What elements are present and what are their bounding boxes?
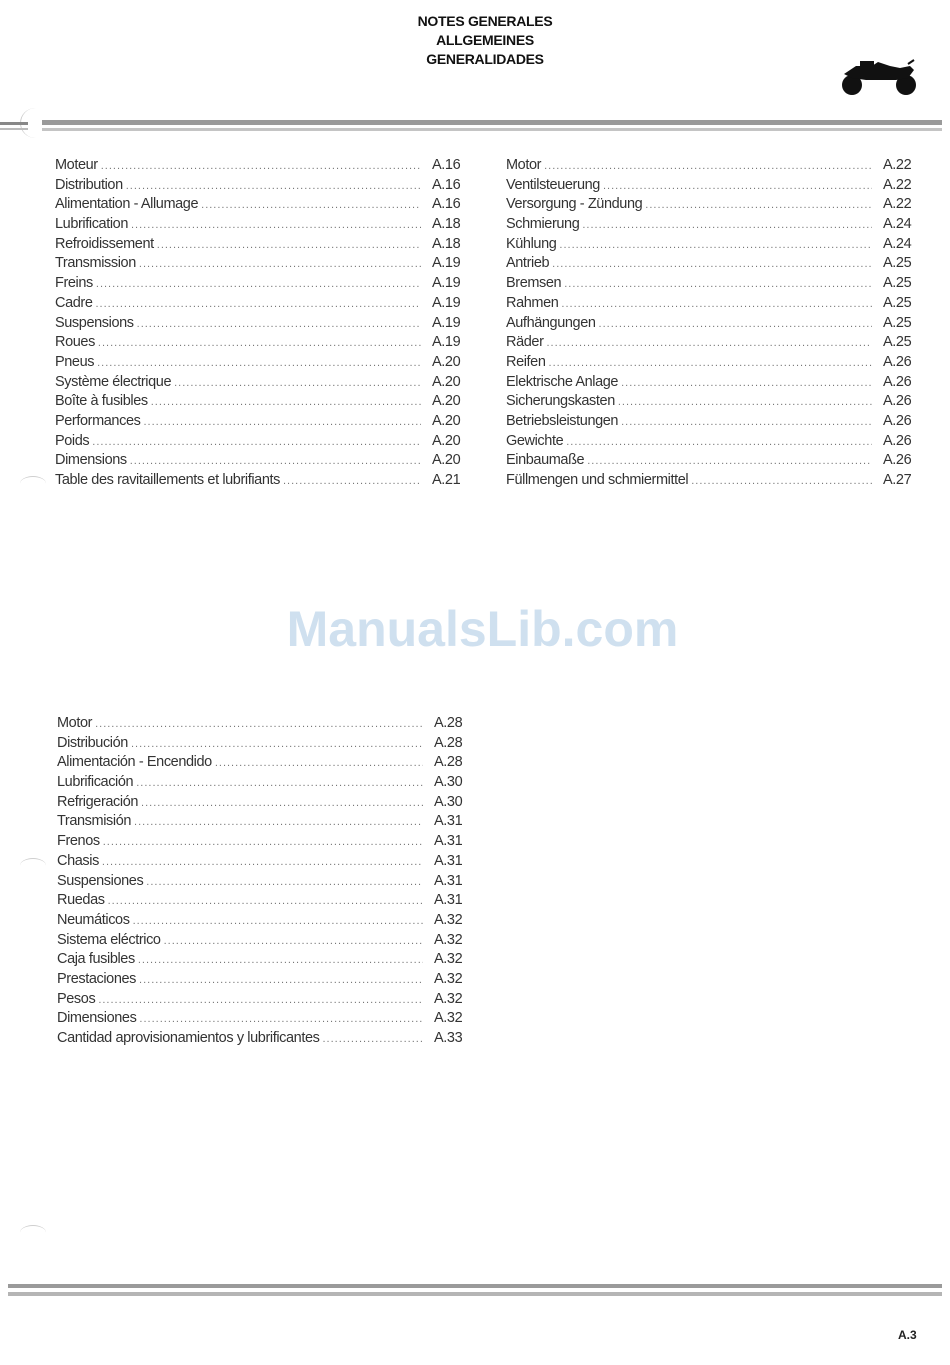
toc-entry-label: Distribución xyxy=(57,734,128,751)
toc-leader-dots xyxy=(108,895,423,907)
toc-entry-page: A.32 xyxy=(434,931,463,948)
toc-entry xyxy=(57,873,472,893)
toc-entry-label: Roues xyxy=(55,334,95,351)
toc-entry xyxy=(57,912,472,932)
toc-leader-dots xyxy=(561,298,872,310)
toc-leader-dots xyxy=(283,475,421,487)
toc-leader-dots xyxy=(566,436,872,448)
toc-entry-page: A.26 xyxy=(883,393,912,410)
toc-entry-page: A.19 xyxy=(432,255,461,272)
toc-leader-dots xyxy=(157,239,421,251)
toc-entry xyxy=(57,853,472,873)
toc-leader-dots xyxy=(151,396,421,408)
toc-leader-dots xyxy=(139,258,421,270)
toc-entry-page: A.27 xyxy=(883,472,912,488)
toc-entry xyxy=(506,275,921,295)
top-rule xyxy=(12,118,942,138)
toc-leader-dots xyxy=(92,436,421,448)
toc-entry-label: Elektrische Anlage xyxy=(506,373,619,390)
toc-entry-page: A.32 xyxy=(434,970,463,987)
toc-entry-label: Transmisión xyxy=(57,813,132,830)
toc-entry xyxy=(55,452,470,472)
toc-leader-dots xyxy=(621,377,872,389)
toc-entry-page: A.26 xyxy=(883,373,912,390)
toc-leader-dots xyxy=(164,935,423,947)
toc-entry-page: A.20 xyxy=(432,353,461,370)
toc-entry-page: A.32 xyxy=(434,911,463,928)
toc-entry-label: Distribution xyxy=(55,176,123,193)
toc-entry-label: Bremsen xyxy=(506,275,562,292)
toc-entry-page: A.19 xyxy=(432,275,461,292)
punch-hole-mark xyxy=(20,858,46,873)
toc-entry-label: Performances xyxy=(55,412,141,429)
toc-entry xyxy=(506,315,921,335)
toc-entry xyxy=(57,754,472,774)
toc-leader-dots xyxy=(552,258,872,270)
toc-leader-dots xyxy=(136,777,423,789)
toc-entry-label: Lubrificación xyxy=(57,774,134,791)
toc-french xyxy=(55,157,470,492)
toc-leader-dots xyxy=(98,337,421,349)
toc-entry-page: A.25 xyxy=(883,334,912,351)
toc-entry-page: A.16 xyxy=(432,196,461,213)
toc-entry xyxy=(506,472,921,492)
toc-leader-dots xyxy=(139,974,423,986)
toc-entry-page: A.33 xyxy=(434,1030,463,1046)
toc-entry xyxy=(55,472,470,492)
toc-entry xyxy=(57,991,472,1011)
toc-entry xyxy=(506,177,921,197)
toc-leader-dots xyxy=(126,180,421,192)
toc-entry-page: A.20 xyxy=(432,432,461,449)
toc-entry xyxy=(506,413,921,433)
toc-entry xyxy=(55,315,470,335)
toc-entry-label: Alimentation - Allumage xyxy=(55,196,199,213)
toc-entry-page: A.26 xyxy=(883,353,912,370)
toc-entry xyxy=(55,413,470,433)
toc-leader-dots xyxy=(146,876,423,888)
toc-entry xyxy=(506,255,921,275)
toc-entry-page: A.32 xyxy=(434,951,463,968)
toc-leader-dots xyxy=(141,797,423,809)
toc-entry-page: A.22 xyxy=(883,176,912,193)
toc-entry xyxy=(55,157,470,177)
toc-entry xyxy=(57,813,472,833)
toc-entry-page: A.30 xyxy=(434,774,463,791)
toc-entry xyxy=(55,216,470,236)
toc-entry-page: A.26 xyxy=(883,432,912,449)
toc-entry-page: A.32 xyxy=(434,1010,463,1027)
motorcycle-icon xyxy=(838,58,920,98)
toc-entry-page: A.26 xyxy=(883,452,912,469)
toc-entry xyxy=(506,196,921,216)
toc-entry-label: Sicherungskasten xyxy=(506,393,615,410)
toc-entry xyxy=(55,354,470,374)
toc-leader-dots xyxy=(547,337,873,349)
toc-entry-label: Transmission xyxy=(55,255,136,272)
toc-entry-page: A.25 xyxy=(883,294,912,311)
toc-entry xyxy=(57,794,472,814)
toc-leader-dots xyxy=(691,475,872,487)
toc-leader-dots xyxy=(564,278,872,290)
toc-entry-label: Dimensions xyxy=(55,452,127,469)
toc-leader-dots xyxy=(138,954,423,966)
toc-leader-dots xyxy=(582,219,872,231)
toc-entry-label: Neumáticos xyxy=(57,911,130,928)
toc-spanish xyxy=(57,715,472,1050)
toc-entry xyxy=(55,177,470,197)
title-es: GENERALIDADES xyxy=(426,51,544,67)
toc-leader-dots xyxy=(201,199,421,211)
toc-entry xyxy=(506,393,921,413)
title-fr: NOTES GENERALES xyxy=(417,13,553,29)
punch-hole-mark xyxy=(20,1225,46,1240)
toc-entry-page: A.22 xyxy=(883,196,912,213)
toc-entry-page: A.30 xyxy=(434,793,463,810)
toc-entry-page: A.19 xyxy=(432,334,461,351)
toc-entry-label: Sistema eléctrico xyxy=(57,931,161,948)
toc-entry xyxy=(57,1010,472,1030)
toc-entry xyxy=(57,735,472,755)
toc-entry-label: Kühlung xyxy=(506,235,557,252)
toc-entry xyxy=(506,295,921,315)
toc-leader-dots xyxy=(603,180,872,192)
toc-entry xyxy=(57,833,472,853)
toc-leader-dots xyxy=(133,915,423,927)
toc-leader-dots xyxy=(544,160,872,172)
toc-leader-dots xyxy=(95,718,423,730)
toc-entry-label: Rahmen xyxy=(506,294,559,311)
toc-entry-label: Cadre xyxy=(55,294,93,311)
toc-entry-page: A.31 xyxy=(434,813,463,830)
toc-entry-page: A.26 xyxy=(883,412,912,429)
toc-entry-page: A.16 xyxy=(432,157,461,173)
toc-entry xyxy=(55,295,470,315)
toc-entry xyxy=(55,334,470,354)
toc-entry xyxy=(57,1030,472,1050)
toc-entry-label: Betriebsleistungen xyxy=(506,412,619,429)
toc-entry-page: A.28 xyxy=(434,754,463,771)
toc-entry-label: Suspensiones xyxy=(57,872,144,889)
toc-leader-dots xyxy=(587,455,872,467)
toc-entry-label: Table des ravitaillements et lubrifiants xyxy=(55,472,280,488)
toc-entry xyxy=(57,971,472,991)
toc-leader-dots xyxy=(599,318,872,330)
toc-entry xyxy=(55,255,470,275)
toc-entry-label: Pesos xyxy=(57,990,96,1007)
toc-leader-dots xyxy=(322,1033,423,1045)
toc-entry-page: A.31 xyxy=(434,833,463,850)
toc-entry xyxy=(57,951,472,971)
toc-entry-page: A.25 xyxy=(883,255,912,272)
toc-entry-page: A.22 xyxy=(883,157,912,173)
toc-entry-label: Einbaumaße xyxy=(506,452,585,469)
toc-entry xyxy=(57,715,472,735)
toc-entry-page: A.24 xyxy=(883,216,912,233)
toc-entry xyxy=(57,892,472,912)
toc-leader-dots xyxy=(618,396,872,408)
toc-leader-dots xyxy=(103,836,423,848)
toc-entry-label: Cantidad aprovisionamientos y lubrificantes xyxy=(57,1030,320,1046)
toc-leader-dots xyxy=(101,160,421,172)
toc-entry-label: Frenos xyxy=(57,833,100,850)
toc-leader-dots xyxy=(621,416,872,428)
toc-entry-page: A.25 xyxy=(883,314,912,331)
toc-leader-dots xyxy=(96,298,422,310)
toc-entry-label: Refrigeración xyxy=(57,793,139,810)
toc-entry-label: Moteur xyxy=(55,157,98,173)
toc-entry-label: Freins xyxy=(55,275,93,292)
toc-entry-page: A.19 xyxy=(432,314,461,331)
toc-entry-page: A.31 xyxy=(434,852,463,869)
toc-leader-dots xyxy=(134,816,423,828)
toc-entry-page: A.32 xyxy=(434,990,463,1007)
toc-entry-label: Ventilsteuerung xyxy=(506,176,600,193)
toc-entry-label: Système électrique xyxy=(55,373,172,390)
toc-entry xyxy=(57,774,472,794)
toc-leader-dots xyxy=(549,357,872,369)
toc-entry-page: A.18 xyxy=(432,235,461,252)
toc-entry-label: Pneus xyxy=(55,353,95,370)
toc-entry-label: Poids xyxy=(55,432,90,449)
toc-entry-label: Ruedas xyxy=(57,892,105,909)
toc-entry-label: Antrieb xyxy=(506,255,550,272)
toc-entry xyxy=(55,236,470,256)
toc-leader-dots xyxy=(143,416,421,428)
toc-entry-label: Motor xyxy=(506,157,542,173)
toc-entry xyxy=(55,393,470,413)
toc-entry-label: Refroidissement xyxy=(55,235,154,252)
toc-leader-dots xyxy=(131,219,421,231)
toc-entry xyxy=(506,236,921,256)
toc-leader-dots xyxy=(131,738,423,750)
toc-entry-page: A.20 xyxy=(432,452,461,469)
toc-entry xyxy=(55,374,470,394)
toc-entry-label: Füllmengen und schmiermittel xyxy=(506,472,689,488)
toc-entry-label: Lubrification xyxy=(55,216,128,233)
toc-leader-dots xyxy=(137,318,421,330)
toc-entry-page: A.20 xyxy=(432,412,461,429)
toc-leader-dots xyxy=(96,278,421,290)
toc-entry-label: Prestaciones xyxy=(57,970,137,987)
toc-entry xyxy=(506,216,921,236)
toc-entry-page: A.20 xyxy=(432,373,461,390)
toc-entry xyxy=(506,452,921,472)
toc-entry-page: A.24 xyxy=(883,235,912,252)
toc-entry xyxy=(506,157,921,177)
toc-leader-dots xyxy=(645,199,872,211)
toc-entry-label: Aufhängungen xyxy=(506,314,596,331)
toc-leader-dots xyxy=(98,994,423,1006)
toc-entry xyxy=(55,196,470,216)
page-number: A.3 xyxy=(898,1328,917,1342)
toc-entry-label: Motor xyxy=(57,715,93,731)
toc-entry-page: A.21 xyxy=(432,472,461,488)
toc-entry-page: A.28 xyxy=(434,734,463,751)
toc-entry-label: Reifen xyxy=(506,353,546,370)
toc-leader-dots xyxy=(130,455,421,467)
toc-entry-page: A.19 xyxy=(432,294,461,311)
toc-entry-label: Schmierung xyxy=(506,216,580,233)
toc-entry-label: Versorgung - Zündung xyxy=(506,196,643,213)
toc-entry xyxy=(506,354,921,374)
toc-entry-label: Dimensiones xyxy=(57,1010,137,1027)
toc-entry-page: A.20 xyxy=(432,393,461,410)
watermark: ManualsLib.com xyxy=(286,601,679,657)
toc-entry-page: A.31 xyxy=(434,872,463,889)
toc-entry xyxy=(57,932,472,952)
toc-leader-dots xyxy=(559,239,872,251)
title-de: ALLGEMEINES xyxy=(436,32,534,48)
toc-entry-page: A.16 xyxy=(432,176,461,193)
toc-entry-page: A.31 xyxy=(434,892,463,909)
toc-german xyxy=(506,157,921,492)
toc-entry-label: Alimentación - Encendido xyxy=(57,754,212,771)
toc-leader-dots xyxy=(139,1013,423,1025)
toc-entry xyxy=(55,275,470,295)
toc-entry-label: Caja fusibles xyxy=(57,951,135,968)
toc-entry-label: Boîte à fusibles xyxy=(55,393,148,410)
punch-hole-mark xyxy=(20,476,46,491)
toc-entry-page: A.25 xyxy=(883,275,912,292)
toc-leader-dots xyxy=(174,377,421,389)
toc-entry xyxy=(55,433,470,453)
toc-entry xyxy=(506,334,921,354)
toc-entry-label: Chasis xyxy=(57,852,99,869)
toc-entry-label: Suspensions xyxy=(55,314,134,331)
bottom-rule xyxy=(8,1284,942,1302)
toc-leader-dots xyxy=(215,757,423,769)
toc-entry xyxy=(506,433,921,453)
header-titles xyxy=(0,12,950,69)
toc-entry-page: A.18 xyxy=(432,216,461,233)
toc-leader-dots xyxy=(97,357,421,369)
toc-leader-dots xyxy=(102,856,423,868)
toc-entry xyxy=(506,374,921,394)
toc-entry-label: Gewichte xyxy=(506,432,564,449)
toc-entry-page: A.28 xyxy=(434,715,463,731)
toc-entry-label: Räder xyxy=(506,334,544,351)
